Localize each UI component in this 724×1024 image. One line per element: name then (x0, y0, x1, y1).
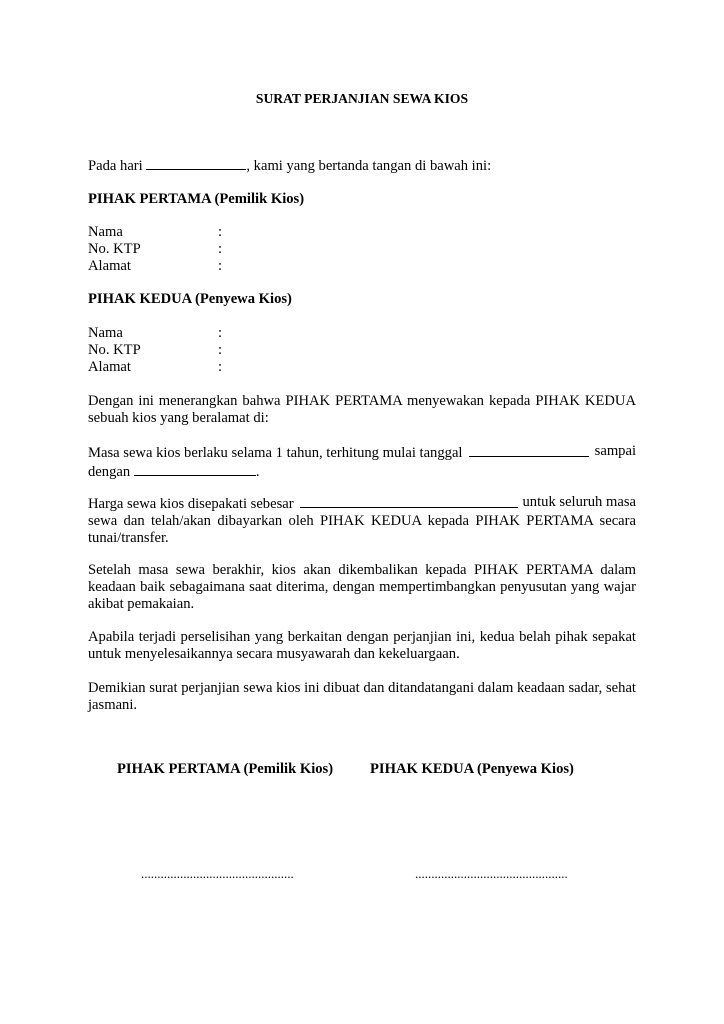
dispute-paragraph: Apabila terjadi perselisihan yang berkaitan dengan perjanjian ini, kedua belah pihak sepakat untuk menyelesaikannya secara musyawarah dan kekeluargaan. (88, 629, 636, 662)
period-text-c: dengan (88, 464, 131, 480)
price-text-c: sewa dan telah/akan dibayarkan oleh PIHAK KEDUA kepada PIHAK PERTAMA secara tunai/transfer. (88, 513, 636, 546)
party1-address-label: Alamat (88, 258, 131, 274)
price-line-1 (88, 494, 636, 513)
price-text-b: untuk seluruh masa (522, 494, 636, 510)
location-paragraph: Dengan ini menerangkan bahwa PIHAK PERTAMA menyewakan kepada PIHAK KEDUA sebuah kios yang beralamat di: (88, 393, 636, 426)
period-paragraph (88, 443, 636, 481)
price-paragraph (88, 494, 636, 547)
opening-line (88, 156, 648, 175)
signature-heading-second-party: PIHAK KEDUA (Penyewa Kios) (370, 761, 574, 777)
period-text-b: sampai (594, 443, 636, 459)
price-blank[interactable] (300, 494, 518, 508)
period-line-2 (88, 462, 636, 481)
end-date-blank[interactable] (134, 462, 256, 476)
party2-address-label: Alamat (88, 359, 131, 375)
party2-name-colon: : (218, 325, 223, 341)
period-line-1 (88, 443, 636, 462)
party1-heading: PIHAK PERTAMA (Pemilik Kios) (88, 191, 305, 207)
party2-heading: PIHAK KEDUA (Penyewa Kios) (88, 291, 292, 307)
day-blank[interactable] (146, 156, 246, 170)
signature-line-second-party[interactable]: ............................................... (415, 866, 568, 881)
price-text-a: Harga sewa kios disepakati sebesar (88, 496, 294, 512)
opening-prefix: Pada hari (88, 158, 143, 174)
closing-paragraph: Demikian surat perjanjian sewa kios ini dibuat dan ditandatangani dalam keadaan sadar, sehat jasmani. (88, 680, 636, 713)
signature-line-first-party[interactable]: ............................................... (141, 866, 294, 881)
party1-name-colon: : (218, 224, 223, 240)
party1-name-label: Nama (88, 224, 123, 240)
party1-address-colon: : (218, 258, 223, 274)
party1-ktp-colon: : (218, 241, 223, 257)
return-paragraph: Setelah masa sewa berakhir, kios akan dikembalikan kepada PIHAK PERTAMA dalam keadaan baik sebagaimana saat diterima, dengan mempertimbangkan penyusutan yang wajar akibat pemakaian. (88, 562, 636, 612)
party2-ktp-colon: : (218, 342, 223, 358)
opening-suffix: , kami yang bertanda tangan di bawah ini: (246, 158, 492, 174)
party1-ktp-label: No. KTP (88, 241, 141, 257)
start-date-blank[interactable] (469, 443, 589, 457)
signature-heading-first-party: PIHAK PERTAMA (Pemilik Kios) (117, 761, 334, 777)
period-text-a: Masa sewa kios berlaku selama 1 tahun, terhitung mulai tanggal (88, 445, 463, 461)
party2-address-colon: : (218, 359, 223, 375)
document-title: SURAT PERJANJIAN SEWA KIOS (255, 91, 469, 106)
party2-ktp-label: No. KTP (88, 342, 141, 358)
period-text-d: . (255, 464, 260, 480)
party2-name-label: Nama (88, 325, 123, 341)
